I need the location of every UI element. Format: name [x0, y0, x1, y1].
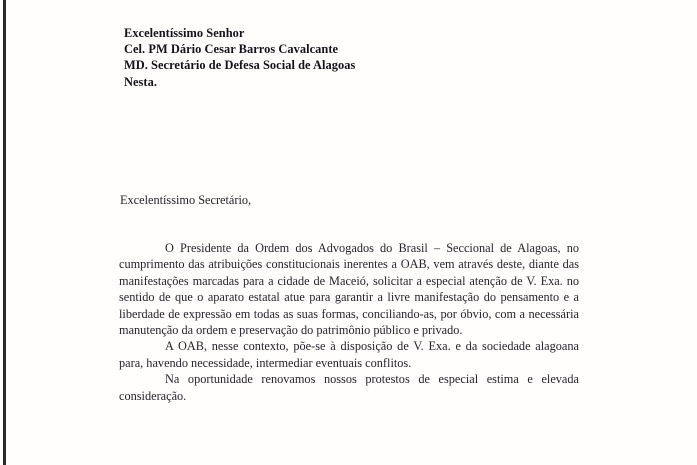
addressee-line-2: Cel. PM Dário Cesar Barros Cavalcante: [124, 42, 339, 57]
addressee-line-1: Excelentíssimo Senhor: [124, 26, 245, 40]
addressee-line-4: Nesta.: [124, 74, 157, 89]
letter-body: [119, 240, 579, 404]
salutation: Excelentíssimo Secretário,: [120, 193, 252, 207]
addressee-line-3: MD. Secretário de Defesa Social de Alagoas: [124, 58, 356, 73]
addressee-block: [124, 25, 544, 90]
body-paragraph-3: Na oportunidade renovamos nossos protestos de especial estima e elevada consideração.: [119, 372, 579, 403]
body-paragraph-2: A OAB, nesse contexto, põe-se à disposição de V. Exa. e da sociedade alagoana para, havendo necessidade, intermediar eventuais conflitos.: [119, 339, 579, 370]
body-paragraph-1: O Presidente da Ordem dos Advogados do Brasil – Seccional de Alagoas, no cumprimento das atribuições constitucionais inerentes a OAB, vem através deste, diante das manifestações marcadas para a cidade de Maceió, solicitar a especial atenção de V. Exa. no sentido de que o aparato estatal atue para garantir a livre manifestação do pensamento e a liberdade de expressão em todas as suas formas, conciliando-as, por óbvio, com a necessária manutenção da ordem e preservação do patrimônio público e privado.: [119, 241, 579, 338]
